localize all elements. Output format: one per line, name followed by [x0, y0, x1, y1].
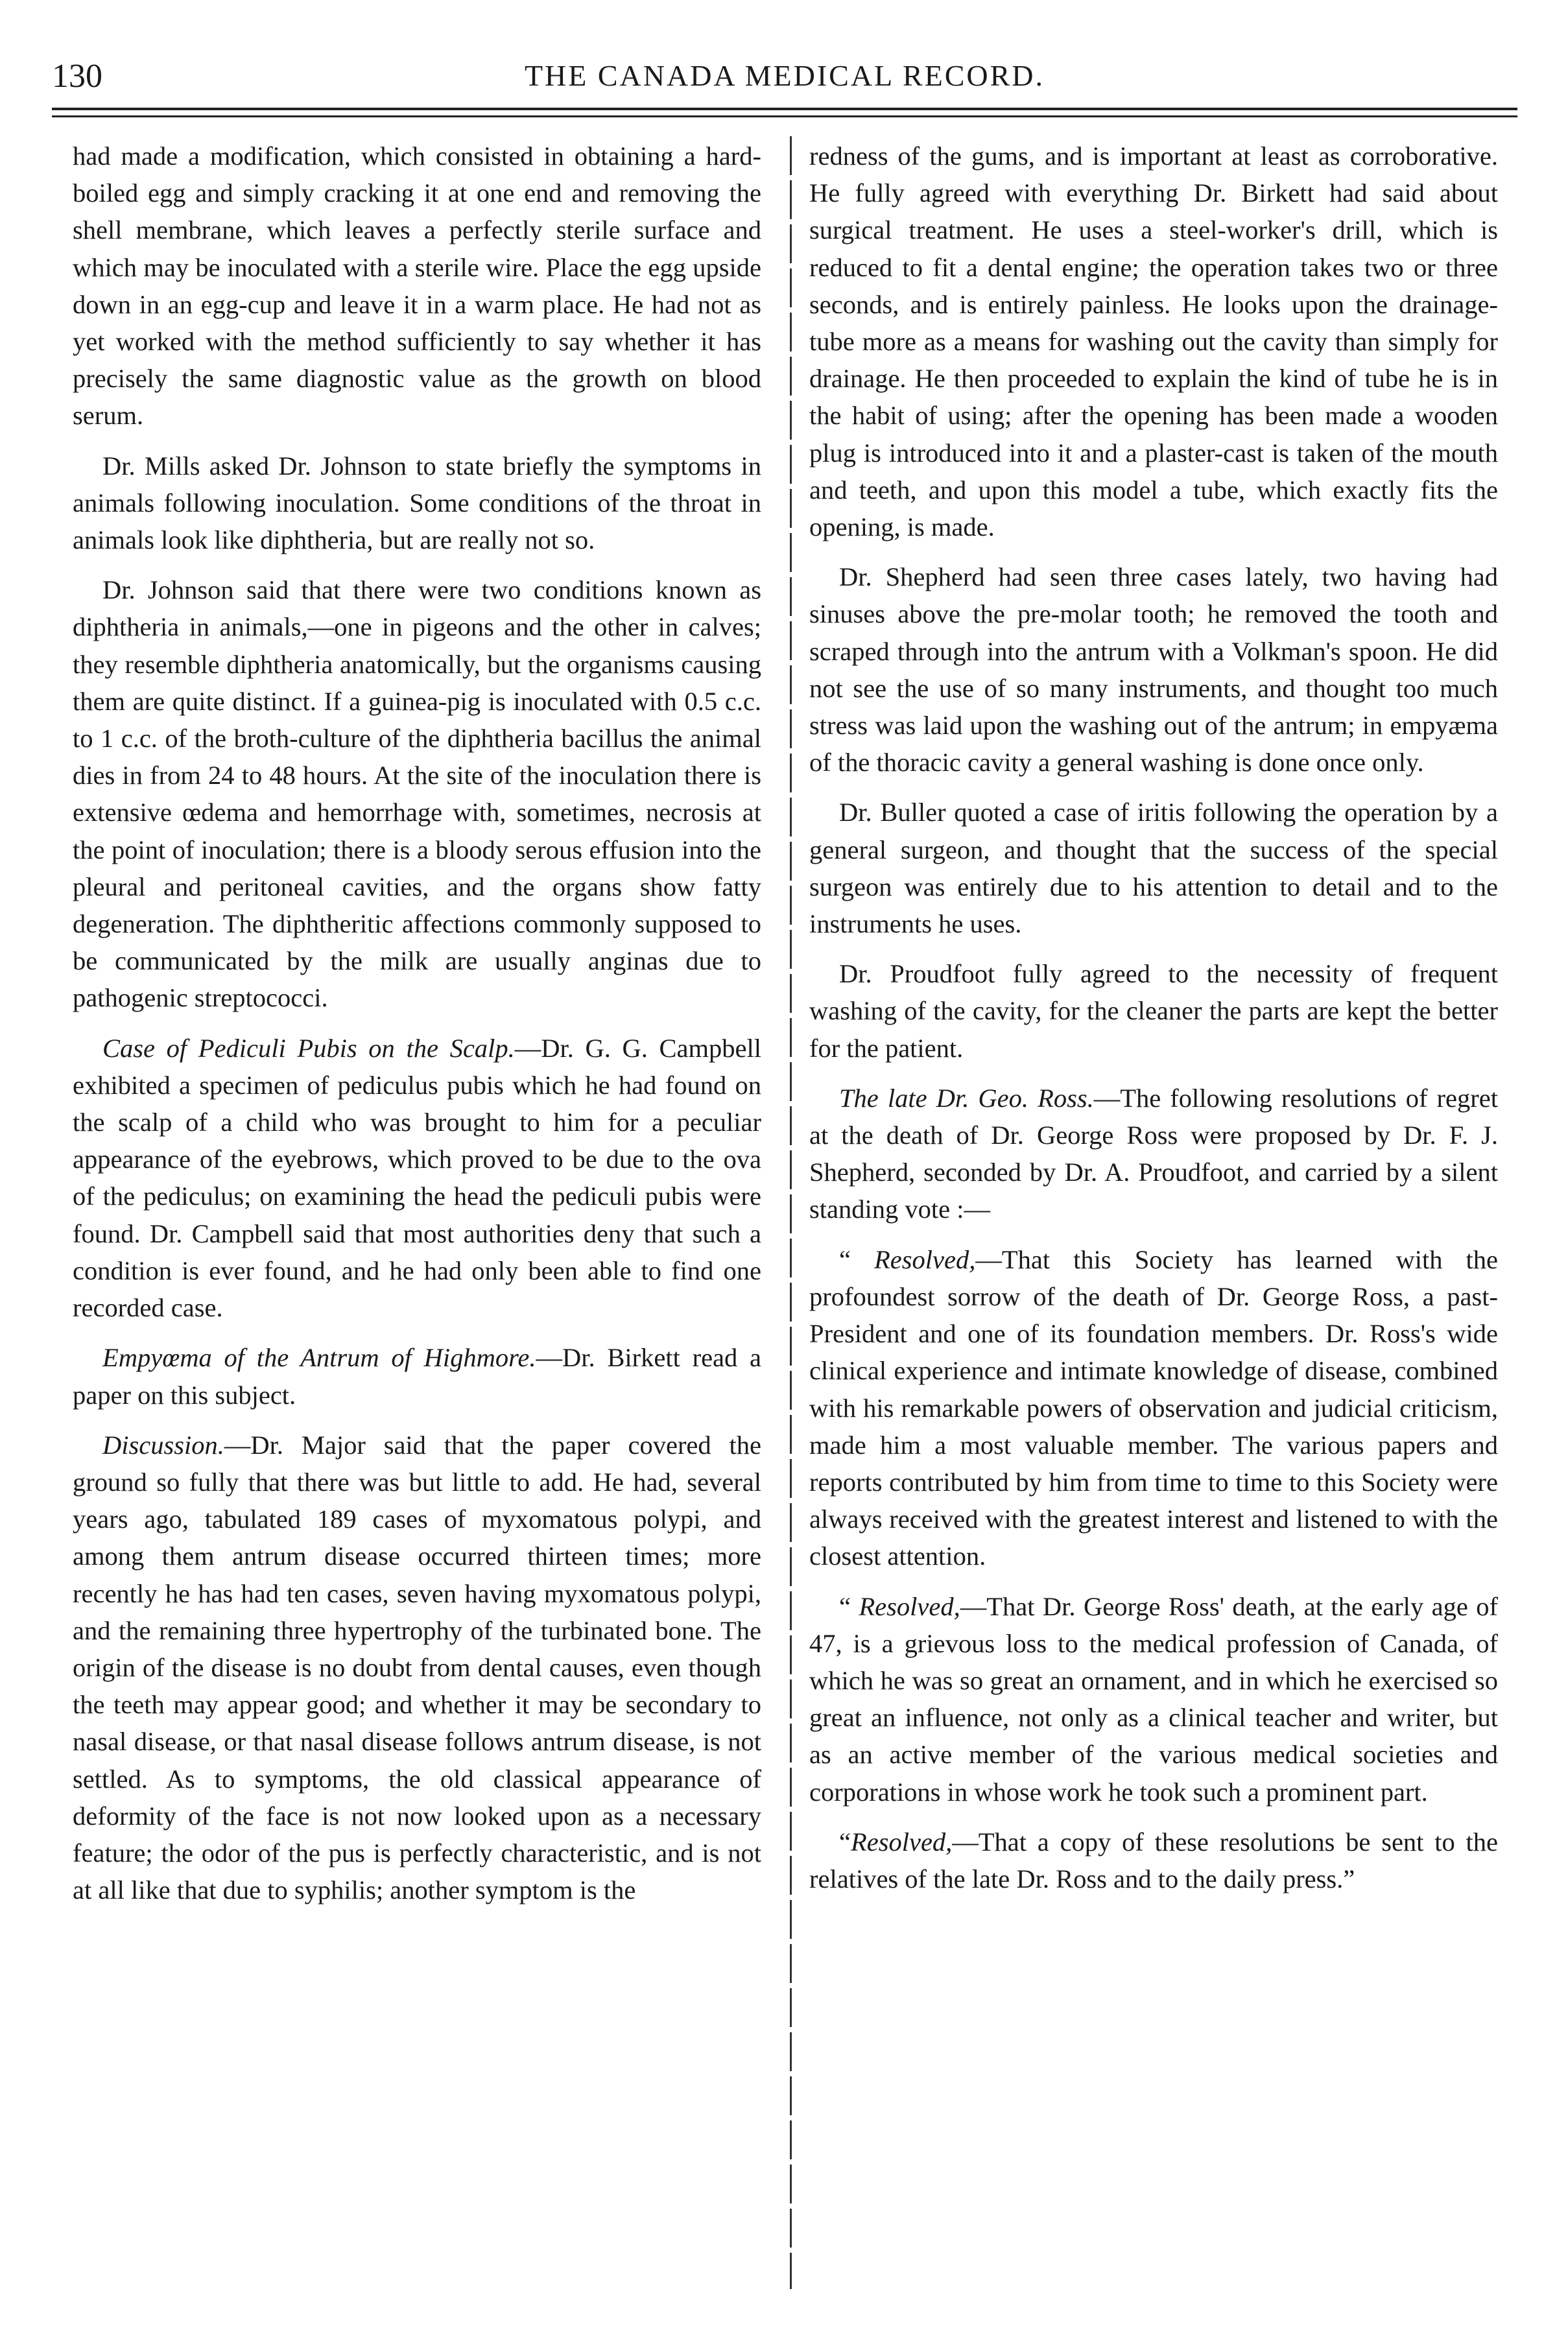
page-number: 130: [52, 58, 102, 95]
right-column: [809, 137, 1498, 1910]
paragraph: [73, 1427, 761, 1909]
paragraph: Dr. Buller quoted a case of iritis following the operation by a general surgeon, and thought that the success of the special surgeon was entirely due to his attention to detail and to the instruments he uses.: [809, 798, 1498, 939]
section-heading: Discussion.: [102, 1430, 224, 1460]
section-heading: The late Dr. Geo. Ross.: [839, 1083, 1094, 1113]
resolution-heading: Resolved,: [874, 1244, 976, 1274]
header-rule-top: [52, 108, 1517, 110]
paragraph: Dr. Proudfoot fully agreed to the necessity of frequent washing of the cavity, for the cleaner the parts are kept the better for the patient.: [809, 959, 1498, 1063]
paragraph: Dr. Johnson said that there were two conditions known as diphtheria in animals,—one in pigeons and the other in calves; they resemble diphtheria anatomically, but the organisms causing them are quite distinct. If a guinea-pig is inoculated with 0.5 c.c. to 1 c.c. of the broth-culture of the diphtheria bacillus the animal dies in from 24 to 48 hours. At the site of the inoculation there is extensive œdema and hemorrhage with, sometimes, necrosis at the point of inoculation; there is a bloody serous effusion into the pleural and peritoneal cavities, and the organs show fatty degeneration. The diphtheritic affections commonly supposed to be communicated by the milk are usually anginas due to pathogenic streptococci.: [73, 575, 761, 1013]
section-heading: Case of Pediculi Pubis on the Scalp.: [102, 1033, 515, 1063]
header-rule-bottom: [52, 115, 1517, 117]
paragraph: had made a modification, which consisted in obtaining a hard-boiled egg and simply cracking it at one end and removing the shell membrane, which leaves a perfectly sterile surface and which may be inoculated with a sterile wire. Place the egg upside down in an egg-cup and leave it in a warm place. He had not as yet worked with the method sufficiently to say whether it has precisely the same diagnostic value as the growth on blood serum.: [73, 141, 761, 431]
paragraph-text: —That Dr. George Ross' death, at the early age of 47, is a grievous loss to the medical profession of Canada, of which he was so great an ornament, and in which he exercised so great an influence, not only as a clinical teacher and writer, but as an active member of the various medical societies and corporations in whose work he took such a prominent part.: [809, 1591, 1499, 1807]
open-quote: “: [839, 1827, 851, 1857]
resolution-heading: Resolved,: [850, 1827, 953, 1857]
paragraph: Dr. Shepherd had seen three cases lately, two having had sinuses above the pre-molar tooth; he removed the tooth and scraped through into the antrum with a Volkman's spoon. He did not see the use of so many instruments, and thought too much stress was laid upon the washing out of the antrum; in empyæma of the thoracic cavity a general washing is done once only.: [809, 562, 1498, 777]
paragraph: [809, 1823, 1498, 1897]
open-quote: “: [839, 1244, 851, 1274]
open-quote: “: [839, 1591, 851, 1621]
running-title: THE CANADA MEDICAL RECORD.: [524, 59, 1045, 92]
page-header: [52, 52, 1517, 97]
paragraph-text: —Dr. Birkett read a paper on this subject.: [73, 1343, 761, 1410]
paragraph: Dr. Mills asked Dr. Johnson to state briefly the symptoms in animals following inoculation. Some conditions of the throat in animals look like diphtheria, but are really not so.: [73, 451, 761, 555]
paragraph-text: —Dr. Major said that the paper covered the ground so fully that there was but little to add. He had, several years ago, tabulated 189 cases of myxomatous polypi, and among them antrum disease occurred thirteen times; more recently he has had ten cases, seven having myxomatous polypi, and the remaining three hypertrophy of the turbinated bone. The origin of the disease is no doubt from dental causes, even though the teeth may appear good; and whether it may be secondary to nasal disease, or that nasal disease follows antrum disease, is not settled. As to symptoms, the old classical appearance of deformity of the face is not now looked upon as a necessary feature; the odor of the pus is perfectly characteristic, and is not at all like that due to syphilis; another symptom is the: [73, 1430, 761, 1905]
paragraph: [73, 1339, 761, 1413]
column-divider: [790, 136, 792, 2289]
paragraph-text: —That a copy of these resolutions be sent to the relatives of the late Dr. Ross and to the daily press.”: [809, 1827, 1498, 1893]
resolution-heading: Resolved,: [859, 1591, 960, 1621]
section-heading: Empyœma of the Antrum of Highmore.: [102, 1343, 536, 1373]
paragraph-text: —Dr. G. G. Campbell exhibited a specimen of pediculus pubis which he had found on the scalp of a child who was brought to him for a peculiar appearance of the eyebrows, which proved to be due to the ova of the pediculus; on examining the head the pediculi pubis were found. Dr. Campbell said that most authorities deny that such a condition is ever found, and he had only been able to find one recorded case.: [73, 1033, 761, 1323]
paragraph: [73, 1030, 761, 1327]
paragraph: [809, 1241, 1498, 1575]
paragraph-text: —That this Society has learned with the profoundest sorrow of the death of Dr. George Ross, a past-President and one of its foundation members. Dr. Ross's wide clinical experience and intimate knowledge of disease, combined with his remarkable powers of observation and judicial criticism, made him a most valuable member. The various papers and reports contributed by him from time to time to this Society were always received with the greatest interest and listened to with the closest attention.: [809, 1244, 1499, 1571]
left-column: [73, 137, 761, 1921]
paragraph: [809, 1588, 1498, 1810]
paragraph: [809, 1080, 1498, 1228]
paragraph: redness of the gums, and is important at least as corroborative. He fully agreed with everything Dr. Birkett had said about surgical treatment. He uses a steel-worker's drill, which is reduced to fit a dental engine; the operation takes two or three seconds, and is entirely painless. He looks upon the drainage-tube more as a means for washing out the cavity than simply for drainage. He then proceeded to explain the kind of tube he is in the habit of using; after the opening has been made a wooden plug is introduced into it and a plaster-cast is taken of the mouth and teeth, and upon this model a tube, which exactly fits the opening, is made.: [809, 141, 1498, 542]
paragraph-text: —The following resolutions of regret at the death of Dr. George Ross were proposed by Dr. F. J. Shepherd, seconded by Dr. A. Proudfoot, and carried by a silent standing vote :—: [809, 1083, 1498, 1224]
